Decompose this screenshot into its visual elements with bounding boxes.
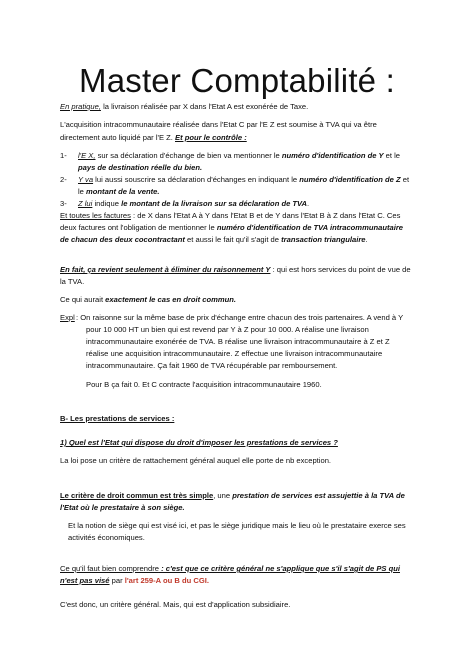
paragraph-conclusion: C'est donc, un critère général. Mais, qui est d'application subsidiaire. (60, 600, 291, 609)
paragraph-droit-commun (60, 294, 412, 307)
list-number: 1- (60, 151, 67, 160)
paragraph-factures-3 (60, 234, 412, 247)
paragraph-factures (60, 210, 412, 223)
list-number: 3- (60, 199, 67, 208)
text-body: et aussi le fait qu'il s'agit de (184, 235, 282, 244)
text-body: par (109, 576, 125, 585)
text-lead: Ce qu'il faut bien comprendre (60, 564, 159, 573)
text-emphasis: : c'est que ce critère général ne s'applique que s'il s'agit de PS qui (158, 564, 400, 573)
example-label: Expl (60, 313, 75, 322)
text-controle: Et pour le contrôle : (175, 133, 247, 142)
example-line: intracommunautaire exonérée de TVA. B réalise une livraison intracommunautaire à Z et Z (86, 337, 390, 346)
text-subject: Z lui (78, 199, 93, 208)
paragraph-comprendre (60, 563, 412, 576)
text-emphasis: numéro d'identification de Z (299, 175, 401, 184)
example-line: pour 10 000 HT un bien qui est revend par Y à Z pour 10 000. A réalise une livraison (86, 325, 369, 334)
text-body: deux factures ont l'obligation de mentionner le (60, 223, 217, 232)
paragraph-siege: Et la notion de siège qui est visé ici, et pas le siège juridique mais le lieu où le prestataire exerce ses (68, 521, 406, 530)
text-emphasis: numéro d'identification de TVA intracommunautaire (216, 223, 403, 232)
text-subject: l'E X, (78, 151, 96, 160)
text-body: . (365, 235, 368, 244)
text-body: et (400, 175, 410, 184)
text-emphasis: de chacun des deux cocontractant (60, 235, 185, 244)
text-body: lui aussi souscrire sa déclaration d'échanges en indiquant le (93, 175, 300, 184)
question-heading: 1) Quel est l'Etat qui dispose du droit d'imposer les prestations de services ? (60, 438, 338, 447)
example-line: intracommunautaire. Ça fait 1960 de TVA récupérable par remboursement. (86, 361, 338, 370)
list-item (78, 198, 412, 211)
text-body: : de X dans l'Etat A à Y dans l'Etat B et de Y dans l'Etat B à Z dans l'Etat C. Ces (130, 211, 401, 220)
example-line: Pour B ça fait 0. Et C contracte l'acquisition intracommunautaire 1960. (86, 380, 322, 389)
text-emphasis: le montant de la livraison sur sa déclaration de TVA (121, 199, 308, 208)
text-line: directement auto liquidé par l'E Z. (60, 133, 175, 142)
text-body: la TVA. (60, 277, 85, 286)
text-body: et le (383, 151, 400, 160)
example-line: : On raisonne sur la même base de prix d'échange entre chacun des trois partenaires. A vend à Y (76, 313, 404, 322)
text-body: Ce qui aurait (60, 295, 106, 304)
text-article-ref: l'art 259-A ou B du CGI. (124, 576, 209, 585)
list-item (78, 150, 412, 163)
paragraph-critere-2: l'Etat où le prestataire à son siège. (60, 503, 185, 512)
text-emphasis: montant de la vente. (86, 187, 160, 196)
list-number: 2- (60, 175, 67, 184)
text-emphasis: n'est pas visé (60, 576, 110, 585)
list-item-cont (78, 186, 412, 199)
paragraph-siege-2: activités économiques. (68, 533, 145, 542)
text-body: : qui est hors services du point de vue de (270, 265, 411, 274)
text-lead: En pratique, (60, 102, 101, 111)
paragraph-critere (60, 490, 412, 503)
text-lead: Le critère de droit commun est très simple (60, 491, 214, 500)
text-subject: Y va (78, 175, 94, 184)
paragraph-en-fait (60, 264, 412, 277)
list-item-cont (78, 162, 412, 175)
paragraph-factures-2 (60, 222, 412, 235)
page-title: Master Comptabilité : (79, 62, 395, 99)
paragraph-en-fait-2 (60, 276, 412, 289)
text-emphasis: prestation de services est assujettie à la TVA de (232, 491, 405, 500)
text-line: L'acquisition intracommunautaire réalisée dans l'Etat C par l'E Z est soumise à TVA qui va être (60, 120, 377, 129)
paragraph-acquisition (60, 119, 412, 132)
example-line: réalise une acquisition intracommunautaire. Z effectue une livraison intracommunautaire (86, 349, 383, 358)
section-heading: B- Les prestations de services : (60, 414, 175, 423)
text-emphasis: numéro d'identification de Y (281, 151, 384, 160)
text-body: le (78, 187, 87, 196)
text-lead: En fait, ça revient seulement à éliminer du raisonnement Y (60, 265, 271, 274)
text-body: sur sa déclaration d'échange de bien va mentionner le (95, 151, 282, 160)
text-body: indique (92, 199, 122, 208)
text-emphasis: pays de destination réelle du bien. (78, 163, 203, 172)
text-emphasis: exactement le cas en droit commun. (105, 295, 236, 304)
paragraph-acquisition-2 (60, 132, 412, 145)
paragraph-loi: La loi pose un critère de rattachement général auquel elle porte de nb exception. (60, 456, 332, 465)
text-lead: Et toutes les factures (60, 211, 131, 220)
paragraph-comprendre-2 (60, 575, 412, 588)
text-body: , une (213, 491, 233, 500)
text-rest: la livraison réalisée par X dans l'Etat A est exonérée de Taxe. (100, 102, 309, 111)
list-item (78, 174, 412, 187)
text-emphasis: transaction triangulaire (281, 235, 366, 244)
text-body: . (307, 199, 310, 208)
paragraph-pratique (60, 101, 412, 114)
